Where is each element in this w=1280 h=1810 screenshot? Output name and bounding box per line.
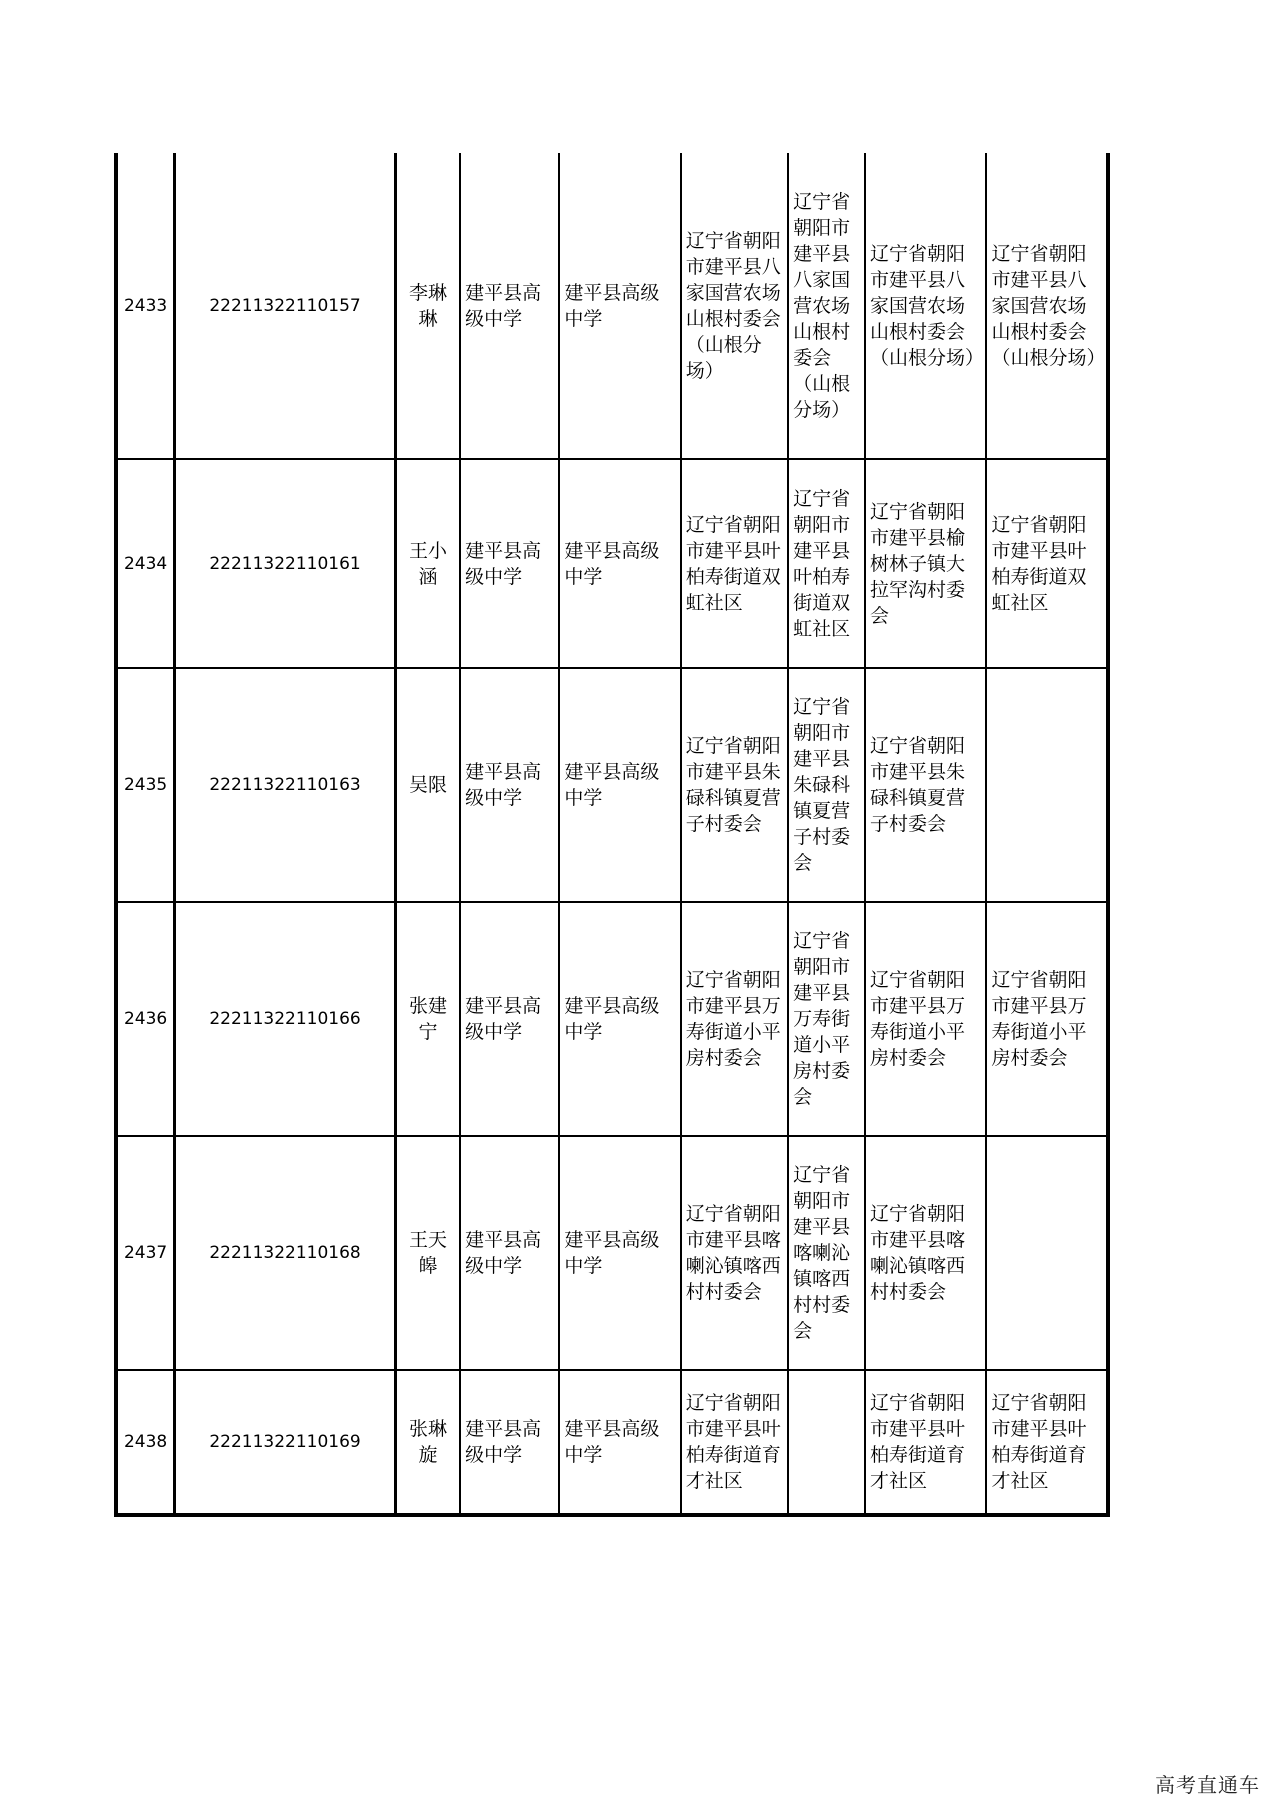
graduating-school: 建平县高级中学 xyxy=(559,1370,680,1515)
address-household: 辽宁省朝阳市建平县万寿街道小平房村委会 xyxy=(681,902,788,1136)
graduating-school: 建平县高级中学 xyxy=(559,1136,680,1370)
graduating-school: 建平县高级中学 xyxy=(559,668,680,902)
address-school-location: 辽宁省朝阳市建平县叶柏寿街道育才社区 xyxy=(986,1370,1108,1515)
address-household: 辽宁省朝阳市建平县叶柏寿街道育才社区 xyxy=(681,1370,788,1515)
candidate-id: 22211322110166 xyxy=(175,902,396,1136)
candidate-name: 王小涵 xyxy=(395,459,460,668)
address-residence: 辽宁省朝阳市建平县榆树林子镇大拉罕沟村委会 xyxy=(865,459,986,668)
roster-table xyxy=(114,153,1110,1517)
address-residence: 辽宁省朝阳市建平县万寿街道小平房村委会 xyxy=(865,902,986,1136)
address-parents: 辽宁省朝阳市建平县喀喇沁镇喀西村村委会 xyxy=(788,1136,865,1370)
table-row xyxy=(116,459,1108,668)
row-number: 2436 xyxy=(116,902,175,1136)
school-name: 建平县高级中学 xyxy=(460,902,559,1136)
address-residence: 辽宁省朝阳市建平县朱碌科镇夏营子村委会 xyxy=(865,668,986,902)
row-number: 2435 xyxy=(116,668,175,902)
address-school-location: 辽宁省朝阳市建平县叶柏寿街道双虹社区 xyxy=(986,459,1108,668)
table-row xyxy=(116,1370,1108,1515)
graduating-school: 建平县高级中学 xyxy=(559,153,680,459)
address-residence: 辽宁省朝阳市建平县喀喇沁镇喀西村村委会 xyxy=(865,1136,986,1370)
school-name: 建平县高级中学 xyxy=(460,668,559,902)
candidate-name: 张琳旋 xyxy=(395,1370,460,1515)
candidate-id: 22211322110168 xyxy=(175,1136,396,1370)
school-name: 建平县高级中学 xyxy=(460,1370,559,1515)
table-row xyxy=(116,153,1108,459)
address-household: 辽宁省朝阳市建平县八家国营农场山根村委会（山根分场） xyxy=(681,153,788,459)
row-number: 2437 xyxy=(116,1136,175,1370)
school-name: 建平县高级中学 xyxy=(460,459,559,668)
table-row xyxy=(116,1136,1108,1370)
school-name: 建平县高级中学 xyxy=(460,1136,559,1370)
address-school-location: 辽宁省朝阳市建平县万寿街道小平房村委会 xyxy=(986,902,1108,1136)
candidate-name: 李琳琳 xyxy=(395,153,460,459)
row-number: 2434 xyxy=(116,459,175,668)
address-household: 辽宁省朝阳市建平县喀喇沁镇喀西村村委会 xyxy=(681,1136,788,1370)
address-parents xyxy=(788,1370,865,1515)
candidate-id: 22211322110157 xyxy=(175,153,396,459)
address-parents: 辽宁省朝阳市建平县叶柏寿街道双虹社区 xyxy=(788,459,865,668)
address-parents: 辽宁省朝阳市建平县朱碌科镇夏营子村委会 xyxy=(788,668,865,902)
address-parents: 辽宁省朝阳市建平县万寿街道小平房村委会 xyxy=(788,902,865,1136)
address-household: 辽宁省朝阳市建平县朱碌科镇夏营子村委会 xyxy=(681,668,788,902)
candidate-id: 22211322110163 xyxy=(175,668,396,902)
graduating-school: 建平县高级中学 xyxy=(559,459,680,668)
address-residence: 辽宁省朝阳市建平县叶柏寿街道育才社区 xyxy=(865,1370,986,1515)
address-school-location: 辽宁省朝阳市建平县八家国营农场山根村委会（山根分场） xyxy=(986,153,1108,459)
candidate-id: 22211322110161 xyxy=(175,459,396,668)
address-school-location xyxy=(986,668,1108,902)
roster-body xyxy=(116,153,1108,1515)
candidate-name: 王天皞 xyxy=(395,1136,460,1370)
row-number: 2433 xyxy=(116,153,175,459)
table-row xyxy=(116,668,1108,902)
address-parents: 辽宁省朝阳市建平县八家国营农场山根村委会（山根分场） xyxy=(788,153,865,459)
candidate-id: 22211322110169 xyxy=(175,1370,396,1515)
row-number: 2438 xyxy=(116,1370,175,1515)
candidate-name: 张建宁 xyxy=(395,902,460,1136)
address-household: 辽宁省朝阳市建平县叶柏寿街道双虹社区 xyxy=(681,459,788,668)
footer-watermark: 高考直通车 xyxy=(1155,1773,1260,1797)
school-name: 建平县高级中学 xyxy=(460,153,559,459)
address-residence: 辽宁省朝阳市建平县八家国营农场山根村委会（山根分场） xyxy=(865,153,986,459)
candidate-name: 吴限 xyxy=(395,668,460,902)
graduating-school: 建平县高级中学 xyxy=(559,902,680,1136)
table-row xyxy=(116,902,1108,1136)
address-school-location xyxy=(986,1136,1108,1370)
